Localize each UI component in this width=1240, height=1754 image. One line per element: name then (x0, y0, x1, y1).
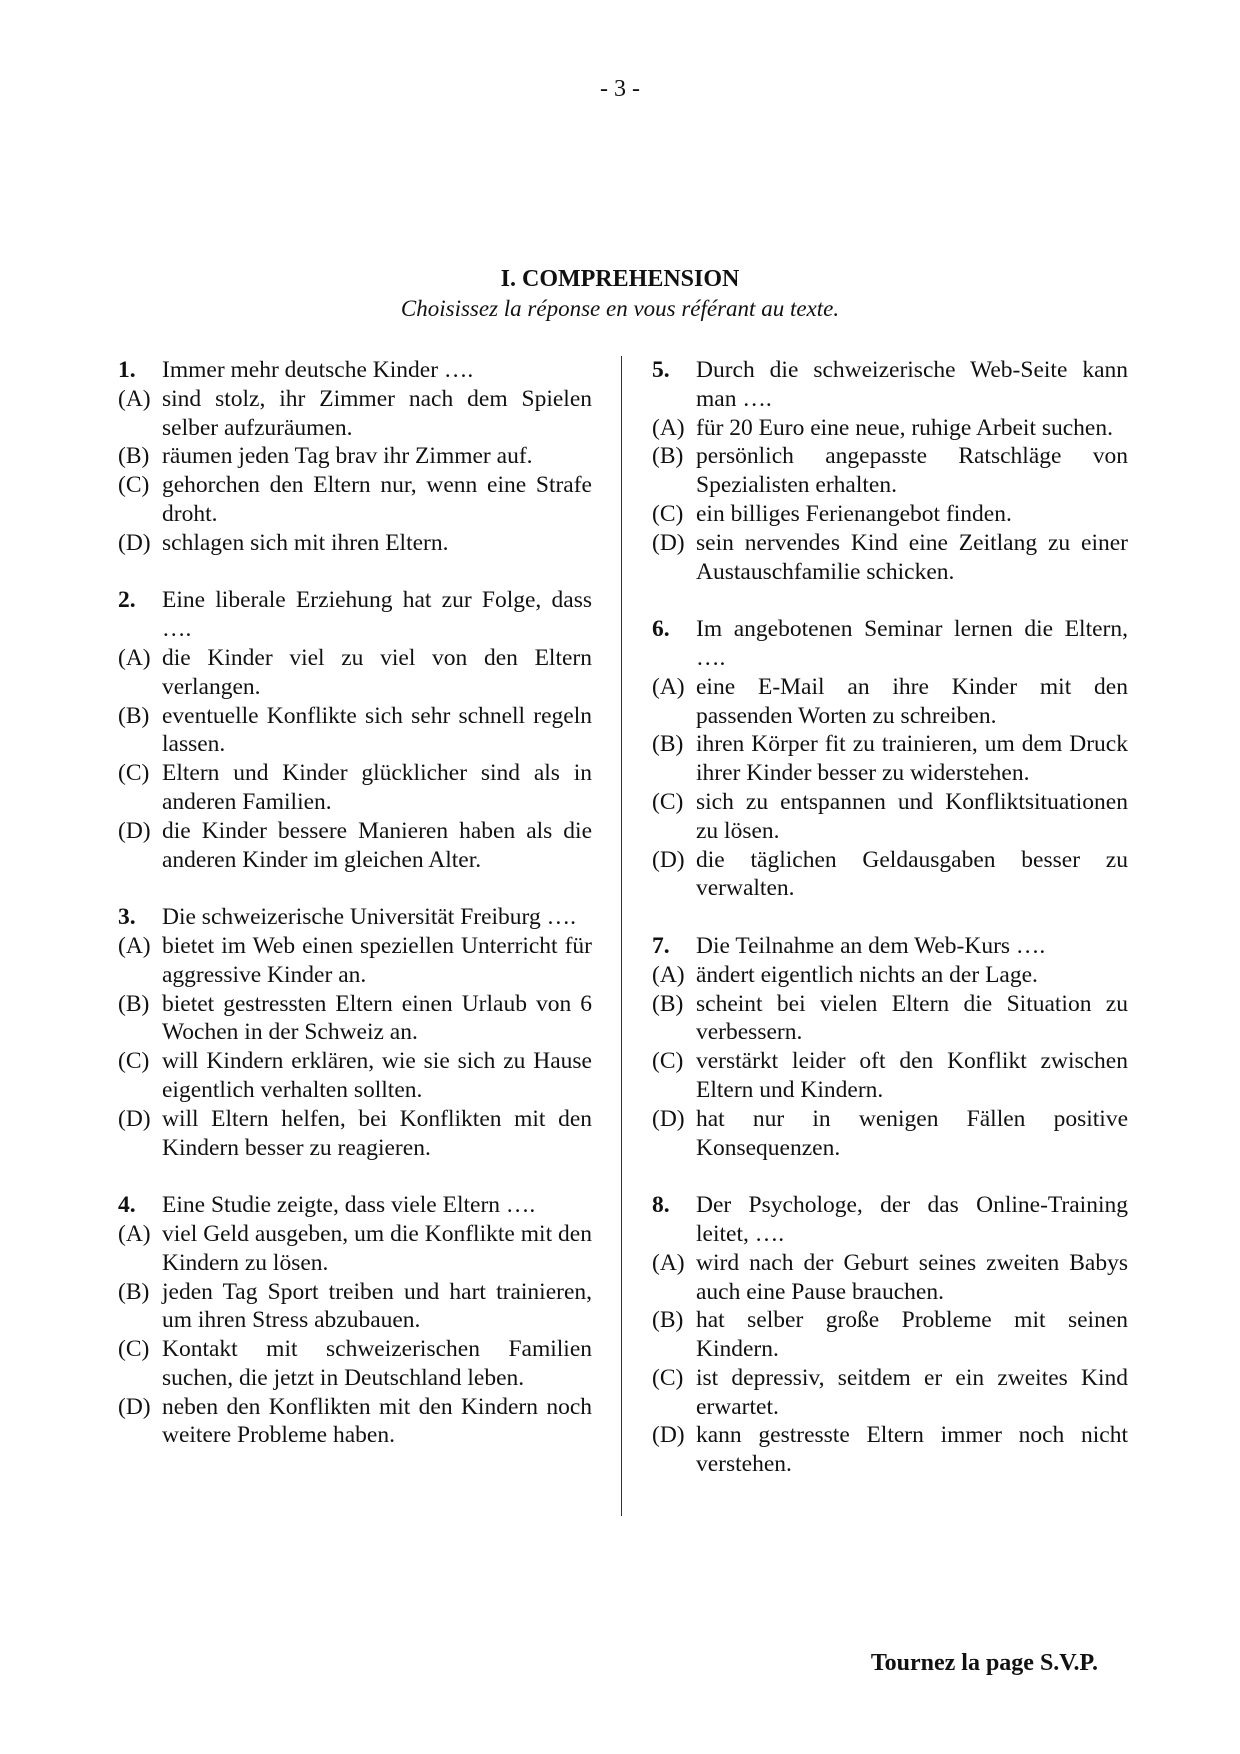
option-text: eventuelle Konflikte sich sehr schnell regeln lassen. (162, 702, 592, 758)
question-text: Im angebotenen Seminar lernen die Eltern, …. (696, 616, 1128, 671)
option-letter: (A) (652, 961, 685, 988)
page-number: - 3 - (600, 76, 640, 102)
question-text: Immer mehr deutsche Kinder …. (162, 357, 474, 383)
option-text: ist depressiv, seitdem er ein zweites Kind erwartet. (696, 1364, 1128, 1420)
answer-option (652, 730, 1128, 788)
answer-option (118, 529, 592, 558)
option-text: sich zu entspannen und Konfliktsituationen zu lösen. (696, 788, 1128, 844)
left-question-column (118, 356, 592, 1479)
answer-option (652, 1421, 1128, 1479)
option-text: eine E-Mail an ihre Kinder mit den passenden Worten zu schreiben. (696, 673, 1128, 729)
option-text: scheint bei vielen Eltern die Situation zu verbessern. (696, 990, 1128, 1046)
option-text: verstärkt leider oft den Konflikt zwischen Eltern und Kindern. (696, 1048, 1128, 1103)
question-stem (118, 1191, 592, 1220)
option-text: ein billiges Ferienangebot finden. (696, 500, 1012, 527)
option-letter: (D) (118, 1393, 151, 1420)
question-stem (652, 932, 1128, 961)
option-text: die Kinder viel zu viel von den Eltern verlangen. (162, 644, 592, 700)
option-letter: (A) (652, 1249, 685, 1276)
answer-option (118, 442, 592, 471)
option-text: will Kindern erklären, wie sie sich zu Hause eigentlich verhalten sollten. (162, 1048, 592, 1103)
answer-option (652, 846, 1128, 904)
option-letter: (D) (652, 1105, 685, 1132)
question-stem (118, 356, 592, 385)
option-letter: (B) (652, 731, 684, 758)
question-7 (652, 932, 1128, 1162)
option-text: sind stolz, ihr Zimmer nach dem Spielen selber aufzuräumen. (162, 385, 592, 441)
question-4 (118, 1191, 592, 1450)
option-letter: (B) (652, 990, 684, 1017)
question-text: Eine Studie zeigte, dass viele Eltern …. (162, 1192, 536, 1219)
option-letter: (A) (118, 385, 151, 412)
option-letter: (A) (652, 414, 685, 441)
question-text: Durch die schweizerische Web-Seite kann man …. (696, 357, 1128, 412)
question-stem (652, 356, 1128, 414)
option-letter: (B) (118, 443, 150, 470)
option-text: kann gestresste Eltern immer noch nicht verstehen. (696, 1422, 1128, 1478)
option-letter: (C) (652, 500, 684, 527)
option-text: die täglichen Geldausgaben besser zu verwalten. (696, 846, 1128, 902)
question-2 (118, 586, 592, 874)
option-letter: (C) (118, 472, 150, 499)
option-letter: (D) (652, 846, 685, 873)
answer-option (118, 1047, 592, 1105)
option-letter: (D) (118, 817, 151, 844)
question-stem (652, 1191, 1128, 1249)
option-letter: (B) (652, 1307, 684, 1334)
question-text: Eine liberale Erziehung hat zur Folge, dass …. (162, 587, 592, 643)
answer-option (118, 1278, 592, 1336)
option-letter: (B) (118, 1278, 150, 1305)
question-stem (652, 615, 1128, 673)
option-text: gehorchen den Eltern nur, wenn eine Strafe droht. (162, 472, 592, 527)
option-letter: (A) (118, 1220, 151, 1247)
answer-option (652, 442, 1128, 500)
answer-option (652, 1249, 1128, 1307)
option-text: wird nach der Geburt seines zweiten Babys auch eine Pause brauchen. (696, 1249, 1128, 1305)
answer-option (118, 471, 592, 529)
answer-option (652, 1105, 1128, 1163)
question-text: Die schweizerische Universität Freiburg …. (162, 904, 576, 931)
answer-option (652, 1047, 1128, 1105)
question-stem (118, 903, 592, 932)
option-text: die Kinder bessere Manieren haben als die anderen Kinder im gleichen Alter. (162, 817, 592, 873)
option-letter: (A) (652, 673, 685, 700)
option-text: Eltern und Kinder glücklicher sind als in anderen Familien. (162, 760, 592, 815)
option-text: schlagen sich mit ihren Eltern. (162, 529, 449, 556)
option-letter: (C) (652, 788, 684, 815)
answer-option (652, 414, 1128, 443)
question-number: 5. (652, 357, 670, 383)
answer-option (652, 1364, 1128, 1422)
question-number: 6. (652, 616, 670, 643)
question-6 (652, 615, 1128, 903)
question-8 (652, 1191, 1128, 1479)
question-number: 3. (118, 904, 136, 931)
answer-option (118, 1220, 592, 1278)
option-letter: (A) (118, 644, 151, 671)
question-number: 4. (118, 1192, 136, 1219)
answer-option (118, 817, 592, 875)
footer-note: Tournez la page S.V.P. (870, 1650, 1098, 1676)
answer-option (118, 990, 592, 1048)
answer-option (118, 702, 592, 760)
question-number: 1. (118, 357, 136, 383)
column-divider (621, 356, 622, 1516)
question-3 (118, 903, 592, 1162)
option-letter: (C) (652, 1048, 684, 1075)
section-instruction: Choisissez la réponse en vous référant au texte. (400, 296, 840, 321)
question-text: Der Psychologe, der das Online-Training leitet, …. (696, 1192, 1128, 1247)
answer-option (118, 759, 592, 817)
option-letter: (B) (118, 702, 150, 729)
answer-option (652, 990, 1128, 1048)
option-letter: (C) (118, 760, 150, 787)
option-text: will Eltern helfen, bei Konflikten mit den Kindern besser zu reagieren. (162, 1105, 592, 1161)
option-text: bietet im Web einen speziellen Unterricht für aggressive Kinder an. (162, 932, 592, 988)
option-text: hat nur in wenigen Fällen positive Konsequenzen. (696, 1105, 1128, 1161)
option-letter: (C) (118, 1048, 150, 1075)
option-text: für 20 Euro eine neue, ruhige Arbeit suchen. (696, 414, 1113, 441)
question-5 (652, 356, 1128, 586)
question-number: 7. (652, 932, 670, 959)
question-text: Die Teilnahme an dem Web-Kurs …. (696, 932, 1046, 959)
answer-option (652, 1306, 1128, 1364)
answer-option (652, 673, 1128, 731)
question-number: 2. (118, 587, 136, 614)
section-heading: I. COMPREHENSION (500, 266, 740, 292)
question-1 (118, 356, 592, 558)
option-text: viel Geld ausgeben, um die Konflikte mit den Kindern zu lösen. (162, 1220, 592, 1276)
option-text: bietet gestressten Eltern einen Urlaub von 6 Wochen in der Schweiz an. (162, 990, 592, 1046)
answer-option (118, 932, 592, 990)
option-text: räumen jeden Tag brav ihr Zimmer auf. (162, 443, 533, 470)
option-letter: (B) (118, 990, 150, 1017)
option-letter: (D) (652, 1422, 685, 1449)
option-letter: (C) (652, 1364, 684, 1391)
option-text: ihren Körper fit zu trainieren, um dem Druck ihrer Kinder besser zu widerstehen. (696, 731, 1128, 787)
answer-option (652, 529, 1128, 587)
option-text: sein nervendes Kind eine Zeitlang zu einer Austauschfamilie schicken. (696, 529, 1128, 585)
option-text: persönlich angepasste Ratschläge von Spezialisten erhalten. (696, 443, 1128, 499)
option-letter: (D) (118, 529, 151, 556)
option-letter: (D) (118, 1105, 151, 1132)
answer-option (652, 500, 1128, 529)
option-letter: (C) (118, 1336, 150, 1363)
option-letter: (A) (118, 932, 151, 959)
question-stem (118, 586, 592, 644)
answer-option (652, 961, 1128, 990)
option-text: hat selber große Probleme mit seinen Kindern. (696, 1307, 1128, 1363)
option-text: neben den Konflikten mit den Kindern noch weitere Probleme haben. (162, 1393, 592, 1449)
option-letter: (B) (652, 443, 684, 470)
answer-option (118, 1105, 592, 1163)
answer-option (118, 644, 592, 702)
question-number: 8. (652, 1192, 670, 1219)
answer-option (118, 385, 592, 443)
option-letter: (D) (652, 529, 685, 556)
option-text: Kontakt mit schweizerischen Familien suchen, die jetzt in Deutschland leben. (162, 1336, 592, 1391)
option-text: ändert eigentlich nichts an der Lage. (696, 961, 1038, 988)
answer-option (652, 788, 1128, 846)
answer-option (118, 1335, 592, 1393)
option-text: jeden Tag Sport treiben und hart trainieren, um ihren Stress abzubauen. (162, 1278, 592, 1334)
answer-option (118, 1393, 592, 1451)
right-question-column (652, 356, 1128, 1508)
